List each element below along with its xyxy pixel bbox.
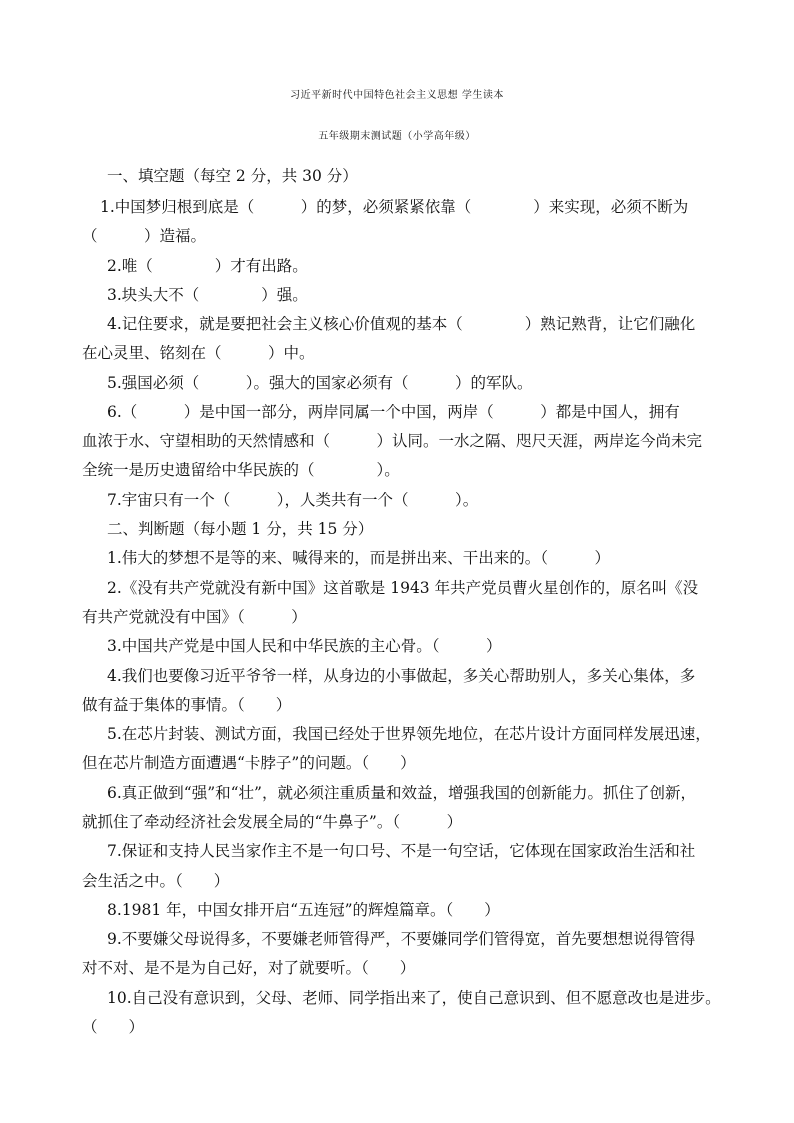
question-line: 5.强国必须（ ）。强大的国家必须有（ ）的军队。 [107, 374, 533, 392]
question-line: 在心灵里、铭刻在（ ）中。 [82, 344, 315, 362]
question-line: 6.真正做到“强”和“壮”，就必须注重质量和效益，增强我国的创新能力。抓住了创新， [107, 784, 696, 802]
question-line: 5.在芯片封装、测试方面，我国已经处于世界领先地位，在芯片设计方面同样发展迅速， [107, 725, 711, 743]
question-line: 2.唯（ ）才有出路。 [107, 257, 308, 275]
question-line: 8.1981 年，中国女排开启“五连冠”的辉煌篇章。（ ） [107, 901, 500, 919]
question-line: 3.块头大不（ ）强。 [107, 286, 308, 304]
question-line: 10.自己没有意识到，父母、老师、同学指出来了，使自己意识到、但不愿意改也是进步。 [107, 989, 721, 1007]
question-line: 9.不要嫌父母说得多，不要嫌老师管得严，不要嫌同学们管得宽，首先要想想说得管得 [107, 930, 696, 948]
question-line: 血浓于水、守望相助的天然情感和（ ）认同。一水之隔、咫尺天涯，两岸迄今尚未完 [82, 432, 703, 450]
section-heading-true-false: 二、判断题（每小题 1 分，共 15 分） [107, 520, 374, 538]
question-line: 但在芯片制造方面遭遇“卡脖子”的问题。（ ） [82, 754, 416, 772]
section-heading-fill-blank: 一、填空题（每空 2 分，共 30 分） [107, 167, 358, 185]
question-line: （ ） [82, 1018, 145, 1036]
question-line: 7.宇宙只有一个（ ），人类共有一个（ ）。 [107, 491, 479, 509]
question-line: 就抓住了牵动经济社会发展全局的“牛鼻子”。（ ） [82, 813, 463, 831]
question-line: 做有益于集体的事情。（ ） [82, 696, 292, 714]
question-line: 1.中国梦归根到底是（ ）的梦，必须紧紧依靠（ ）来实现，必须不断为 [100, 198, 689, 216]
question-line: 4.我们也要像习近平爷爷一样，从身边的小事做起，多关心帮助别人，多关心集体，多 [107, 667, 696, 685]
question-line: 4.记住要求，就是要把社会主义核心价值观的基本（ ）熟记熟背，让它们融化 [107, 315, 696, 333]
question-line: （ ）造福。 [82, 227, 207, 245]
document-subtitle: 五年级期末测试题（小学高年级） [318, 131, 476, 142]
question-line: 有共产党就没有中国》（ ） [82, 608, 307, 626]
question-line: 对不对、是不是为自己好，对了就要听。（ ） [82, 959, 416, 977]
question-line: 会生活之中。（ ） [82, 872, 230, 890]
question-line: 2.《没有共产党就没有新中国》这首歌是 1943 年共产党员曹火星创作的，原名叫《没 [107, 579, 699, 597]
question-line: 3.中国共产党是中国人民和中华民族的主心骨。（ ） [107, 637, 502, 655]
question-line: 6.（ ）是中国一部分，两岸同属一个中国，两岸（ ）都是中国人，拥有 [107, 403, 680, 421]
document-title: 习近平新时代中国特色社会主义思想 学生读本 [290, 90, 504, 101]
question-line: 1.伟大的梦想不是等的来、喊得来的，而是拼出来、干出来的。（ ） [107, 549, 611, 567]
question-line: 7.保证和支持人民当家作主不是一句口号、不是一句空话，它体现在国家政治生活和社 [107, 842, 696, 860]
question-line: 全统一是历史遗留给中华民族的（ ）。 [82, 461, 400, 479]
